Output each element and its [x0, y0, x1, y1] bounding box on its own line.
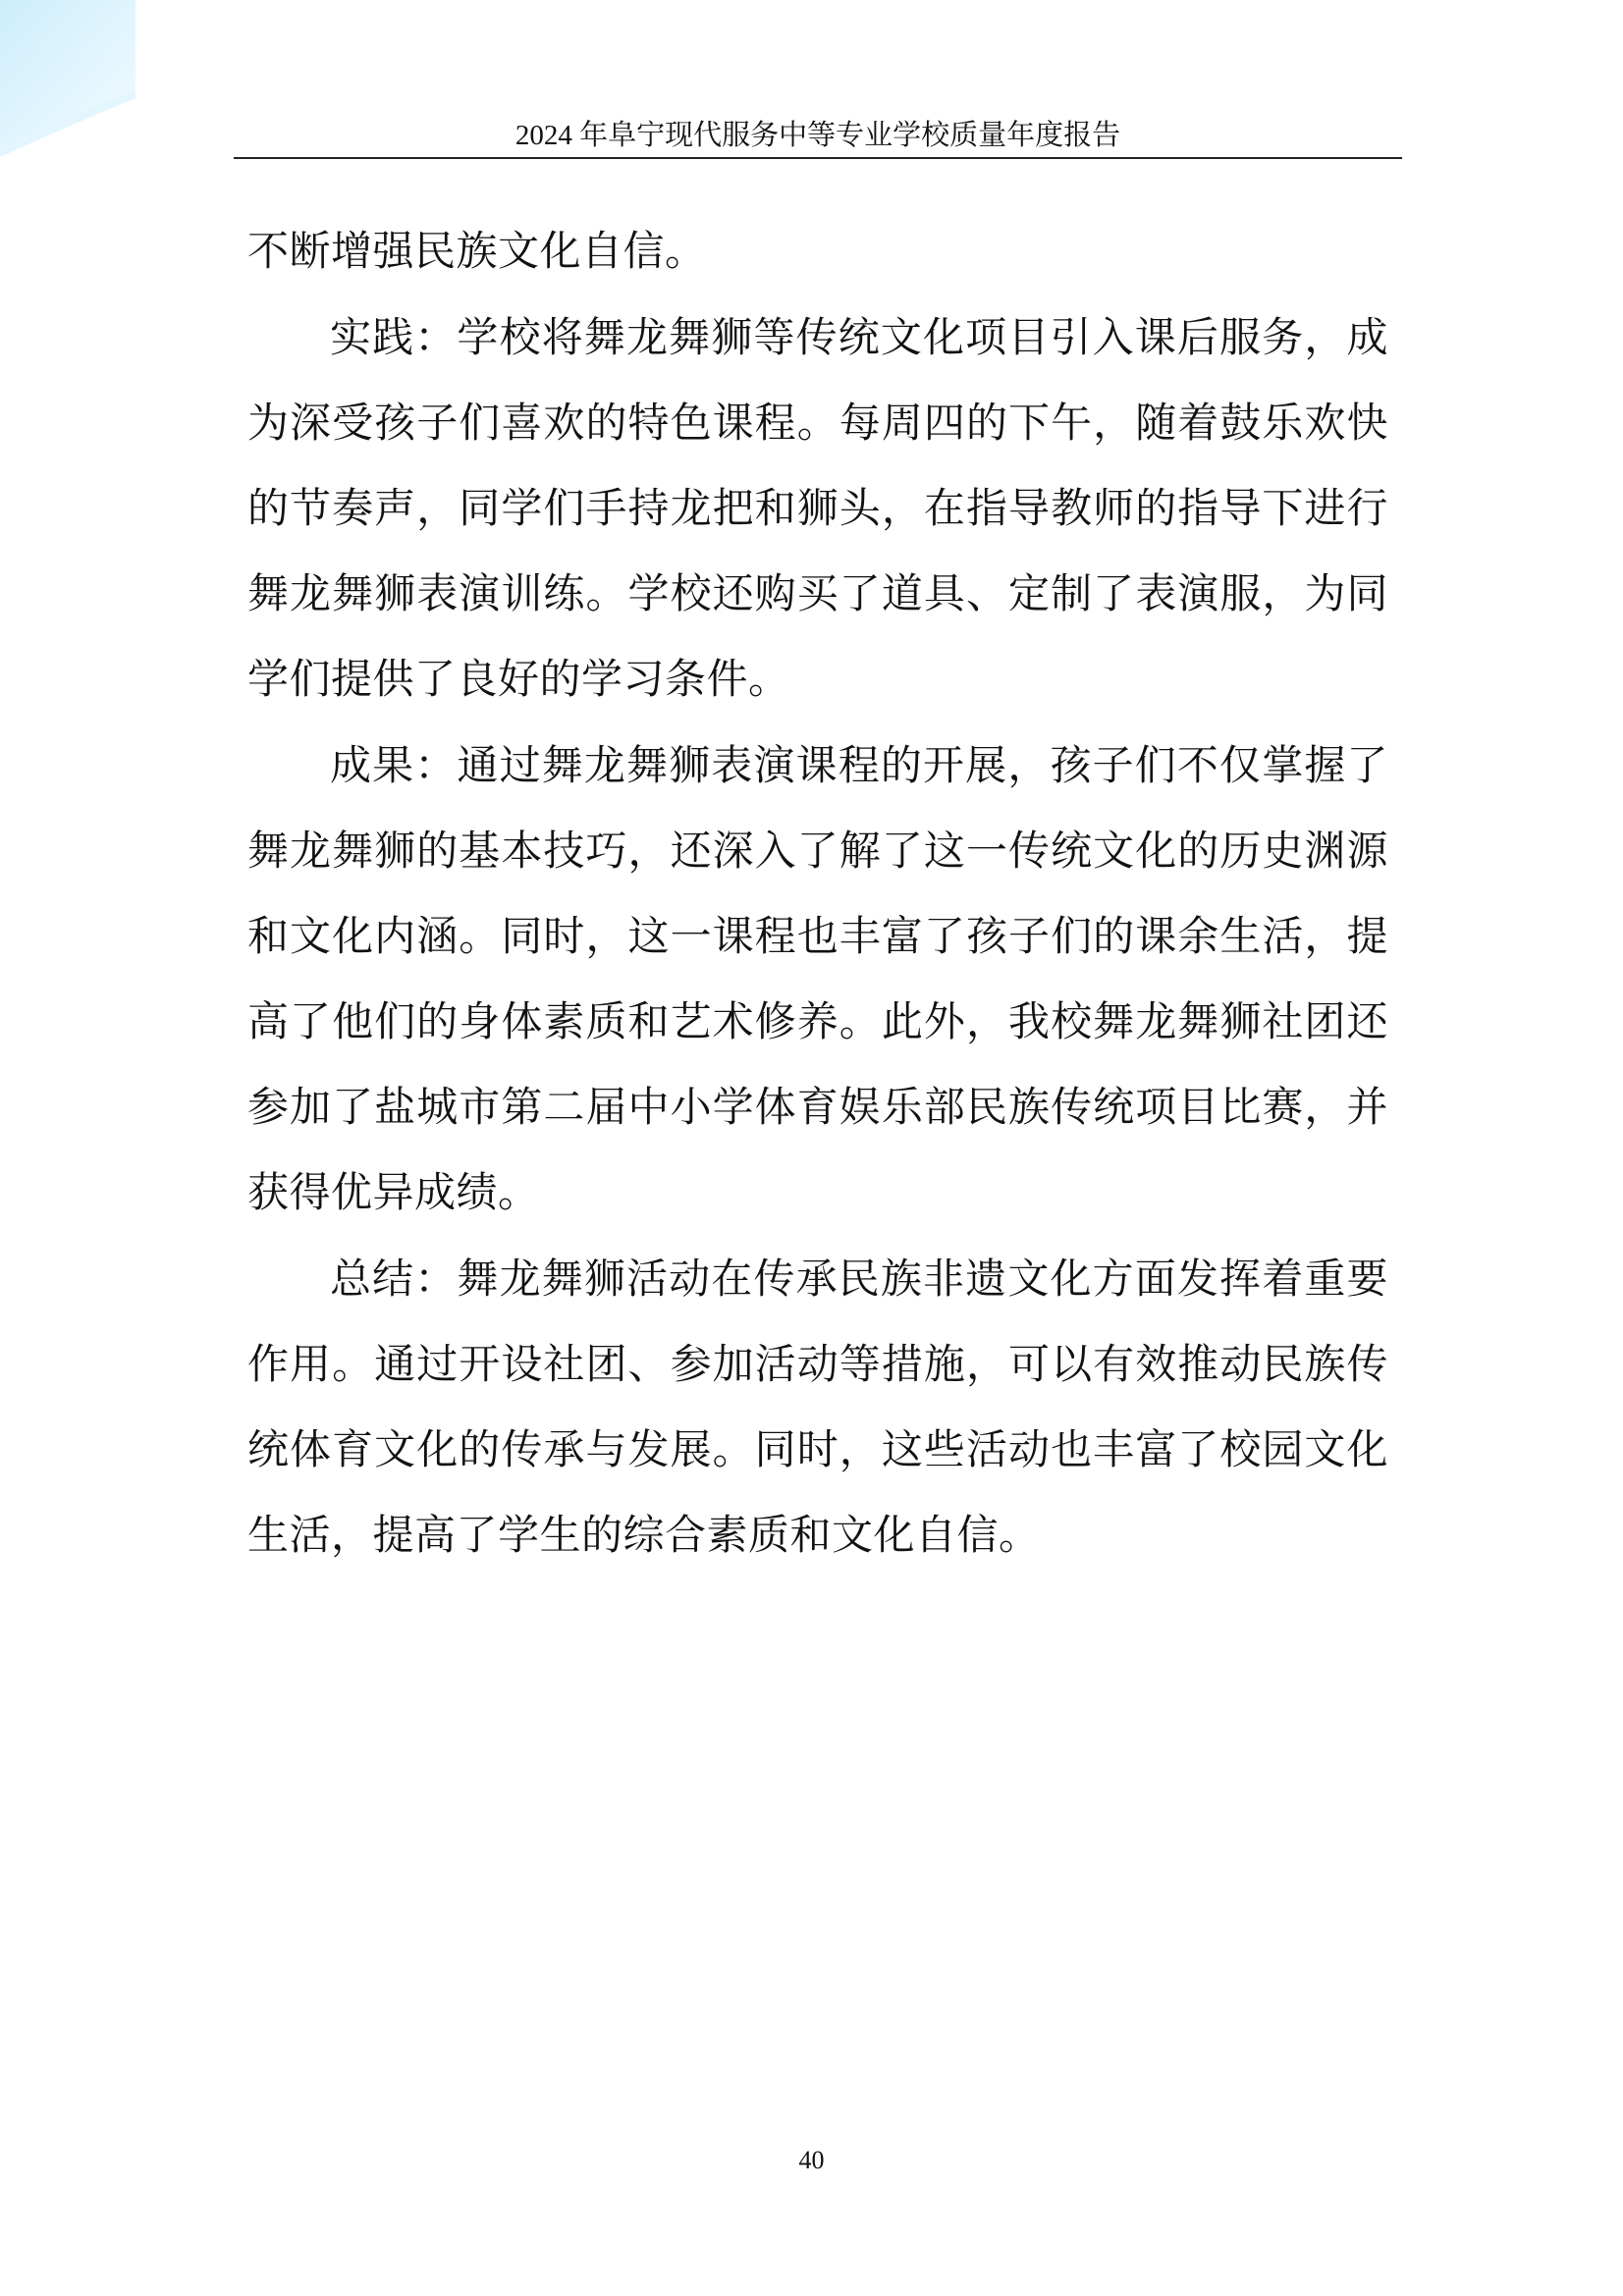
header-divider	[234, 157, 1402, 159]
paragraph: 成果：通过舞龙舞狮表演课程的开展，孩子们不仅掌握了舞龙舞狮的基本技巧，还深入了解了这一传统文化的历史渊源和文化内涵。同时，这一课程也丰富了孩子们的课余生活，提高了他们的身体素质和艺术修养。此外，我校舞龙舞狮社团还参加了盐城市第二届中小学体育娱乐部民族传统项目比赛，并获得优异成绩。	[247, 741, 1388, 1216]
paragraph: 实践：学校将舞龙舞狮等传统文化项目引入课后服务，成为深受孩子们喜欢的特色课程。每周四的下午，随着鼓乐欢快的节奏声，同学们手持龙把和狮头，在指导教师的指导下进行舞龙舞狮表演训练。学校还购买了道具、定制了表演服，为同学们提供了良好的学习条件。	[247, 313, 1388, 703]
page-number: 40	[798, 2146, 825, 2174]
paragraph: 不断增强民族文化自信。	[247, 227, 707, 275]
body-text	[247, 208, 1388, 1577]
corner-decoration	[0, 0, 157, 167]
paragraph: 总结：舞龙舞狮活动在传承民族非遗文化方面发挥着重要作用。通过开设社团、参加活动等措施，可以有效推动民族传统体育文化的传承与发展。同时，这些活动也丰富了校园文化生活，提高了学生的综合素质和文化自信。	[247, 1255, 1388, 1559]
running-header: 2024 年阜宁现代服务中等专业学校质量年度报告	[514, 120, 1121, 151]
